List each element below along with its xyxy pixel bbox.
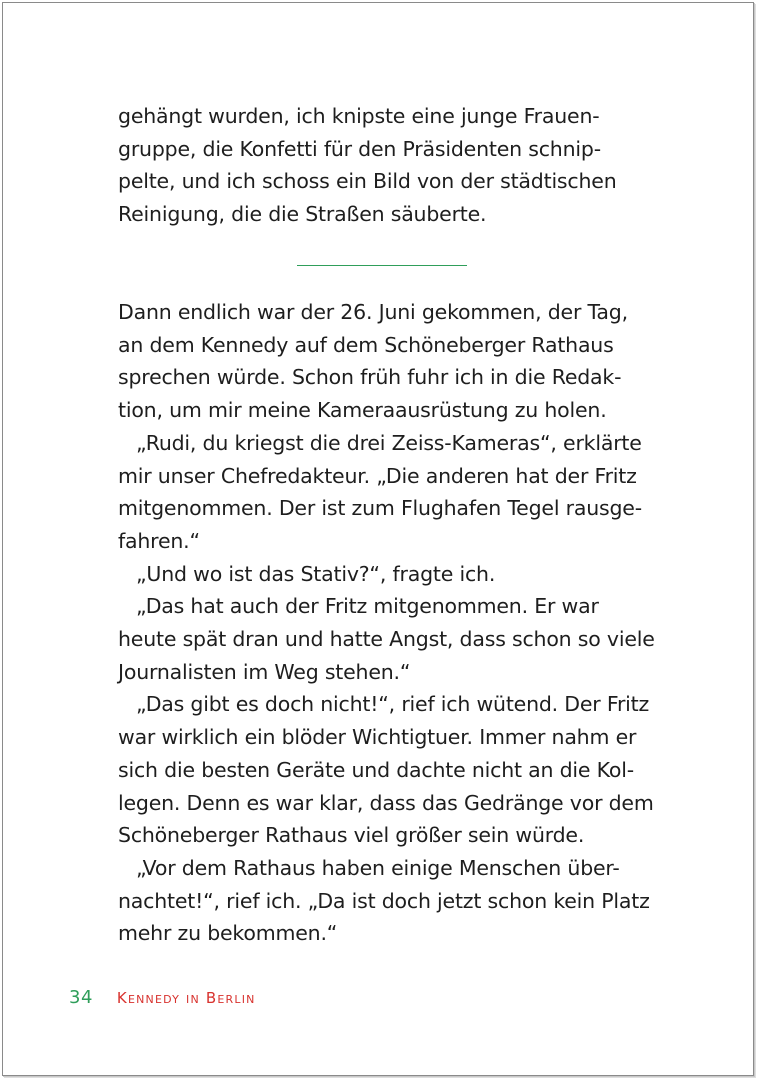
paragraph: gehängt wurden, ich knipste eine junge Frauen- gruppe, die Konfetti für den Präsidenten schnip- pelte, und ich schoss ein Bild von der städtischen Reinigung, die die Straßen säuberte. — [118, 104, 617, 227]
book-page — [2, 2, 754, 1076]
section-divider — [297, 265, 467, 266]
paragraph: „Vor dem Rathaus haben einige Menschen über- nachtet!“, rief ich. „Da ist doch jetzt schon kein Platz mehr zu bekommen.“ — [118, 855, 650, 946]
running-title: Kennedy in Berlin — [116, 989, 256, 1007]
paragraph: „Und wo ist das Stativ?“, fragte ich. — [136, 561, 496, 586]
paragraph: Dann endlich war der 26. Juni gekommen, der Tag, an dem Kennedy auf dem Schöneberger Rathaus sprechen würde. Schon früh fuhr ich in die Redak- tion, um mir meine Kameraausrüstung zu holen. — [118, 300, 628, 423]
top-text-block — [118, 100, 658, 231]
main-text-block — [118, 296, 658, 950]
paragraph: „Das gibt es doch nicht!“, rief ich wütend. Der Fritz war wirklich ein blöder Wichtigtuer. Immer nahm er sich die besten Geräte und dachte nicht an die Kol- legen. Denn es war klar, dass das Gedränge vor dem Schöneberger Rathaus viel größer sein würde. — [118, 692, 654, 848]
page-footer — [69, 987, 256, 1008]
paragraph: „Das hat auch der Fritz mitgenommen. Er war heute spät dran und hatte Angst, dass schon so viele Journalisten im Weg stehen.“ — [118, 594, 655, 684]
paragraph: „Rudi, du kriegst die drei Zeiss-Kameras“, erklärte mir unser Chefredakteur. „Die anderen hat der Fritz mitgenommen. Der ist zum Flughafen Tegel rausge- fahren.“ — [118, 430, 642, 553]
page-number: 34 — [69, 987, 93, 1008]
